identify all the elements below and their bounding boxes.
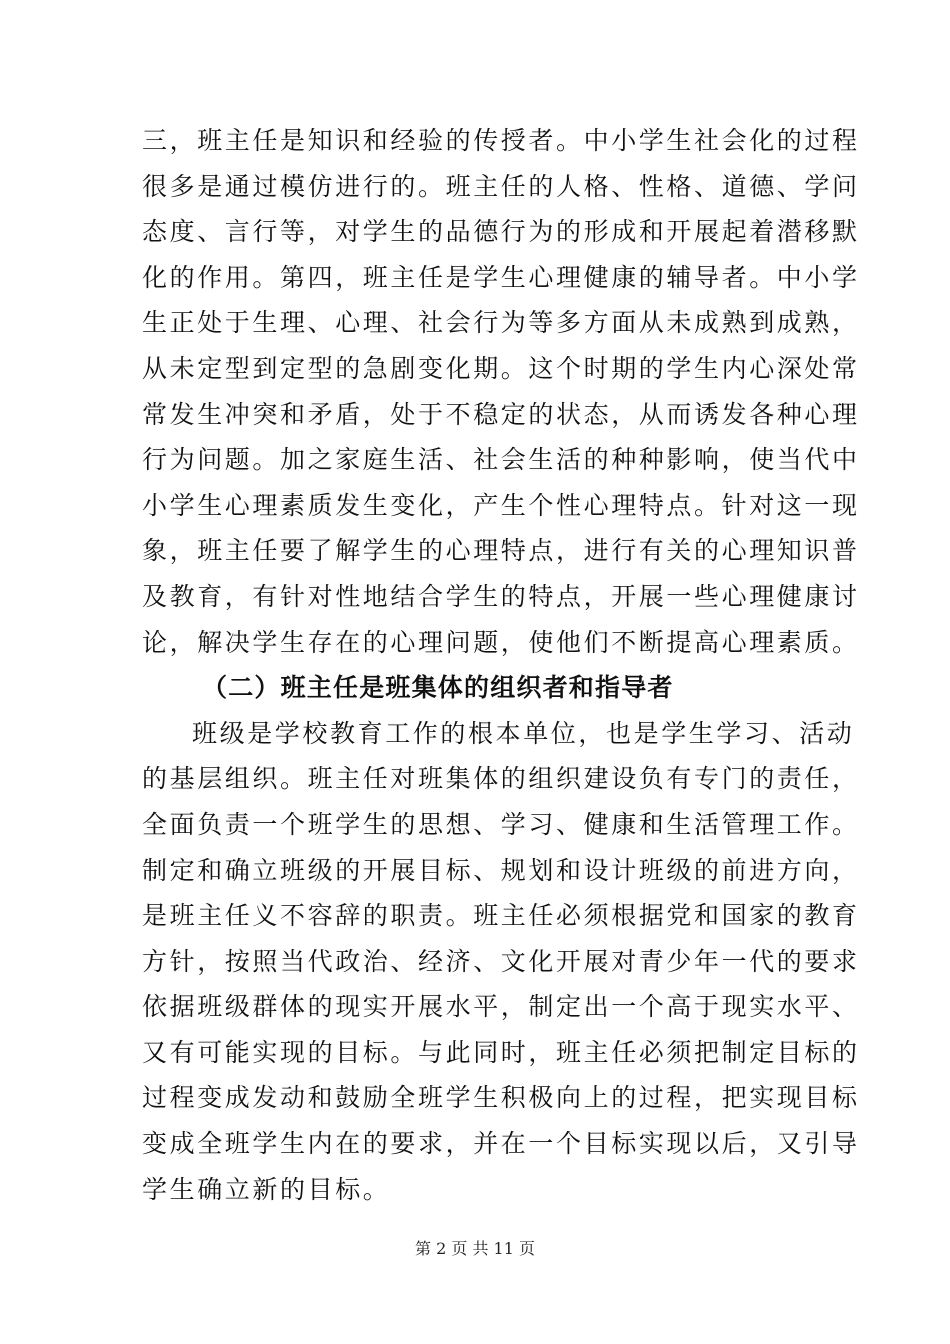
text-line: 小学生心理素质发生变化，产生个性心理特点。针对这一现 <box>142 490 860 520</box>
text-line: 方针，按照当代政治、经济、文化开展对青少年一代的要求 <box>142 946 860 976</box>
section-heading: （二）班主任是班集体的组织者和指导者 <box>202 673 674 703</box>
text-line: 论，解决学生存在的心理问题，使他们不断提高心理素质。 <box>142 627 860 657</box>
text-line: 从未定型到定型的急剧变化期。这个时期的学生内心深处常 <box>142 353 860 383</box>
text-line: 制定和确立班级的开展目标、规划和设计班级的前进方向， <box>142 855 860 885</box>
text-line: 象，班主任要了解学生的心理特点，进行有关的心理知识普 <box>142 536 860 566</box>
text-line: 变成全班学生内在的要求，并在一个目标实现以后，又引导 <box>142 1129 860 1159</box>
paragraph-first-line: 班级是学校教育工作的根本单位，也是学生学习、活动 <box>192 718 855 748</box>
text-line: 全面负责一个班学生的思想、学习、健康和生活管理工作。 <box>142 809 860 839</box>
text-line: 三，班主任是知识和经验的传授者。中小学生社会化的过程 <box>142 126 860 155</box>
body-text <box>142 118 860 1212</box>
text-line: 又有可能实现的目标。与此同时，班主任必须把制定目标的 <box>142 1037 860 1067</box>
text-line: 依据班级群体的现实开展水平，制定出一个高于现实水平、 <box>142 992 860 1022</box>
text-line: 学生确立新的目标。 <box>142 1174 391 1204</box>
text-line: 化的作用。第四，班主任是学生心理健康的辅导者。中小学 <box>142 262 860 292</box>
text-line: 过程变成发动和鼓励全班学生积极向上的过程，把实现目标 <box>142 1083 860 1113</box>
text-line: 态度、言行等，对学生的品德行为的形成和开展起着潜移默 <box>142 217 860 247</box>
text-line: 的基层组织。班主任对班集体的组织建设负有专门的责任， <box>142 764 860 794</box>
text-line: 及教育，有针对性地结合学生的特点，开展一些心理健康讨 <box>142 581 860 611</box>
text-line: 很多是通过模仿进行的。班主任的人格、性格、道德、学问 <box>142 171 860 201</box>
page-number-footer: 第 2 页 共 11 页 <box>415 1239 535 1258</box>
text-line: 生正处于生理、心理、社会行为等多方面从未成熟到成熟， <box>142 308 860 338</box>
text-line: 是班主任义不容辞的职责。班主任必须根据党和国家的教育 <box>142 901 860 931</box>
text-line: 行为问题。加之家庭生活、社会生活的种种影响，使当代中 <box>142 445 860 475</box>
text-line: 常发生冲突和矛盾，处于不稳定的状态，从而诱发各种心理 <box>142 399 860 429</box>
